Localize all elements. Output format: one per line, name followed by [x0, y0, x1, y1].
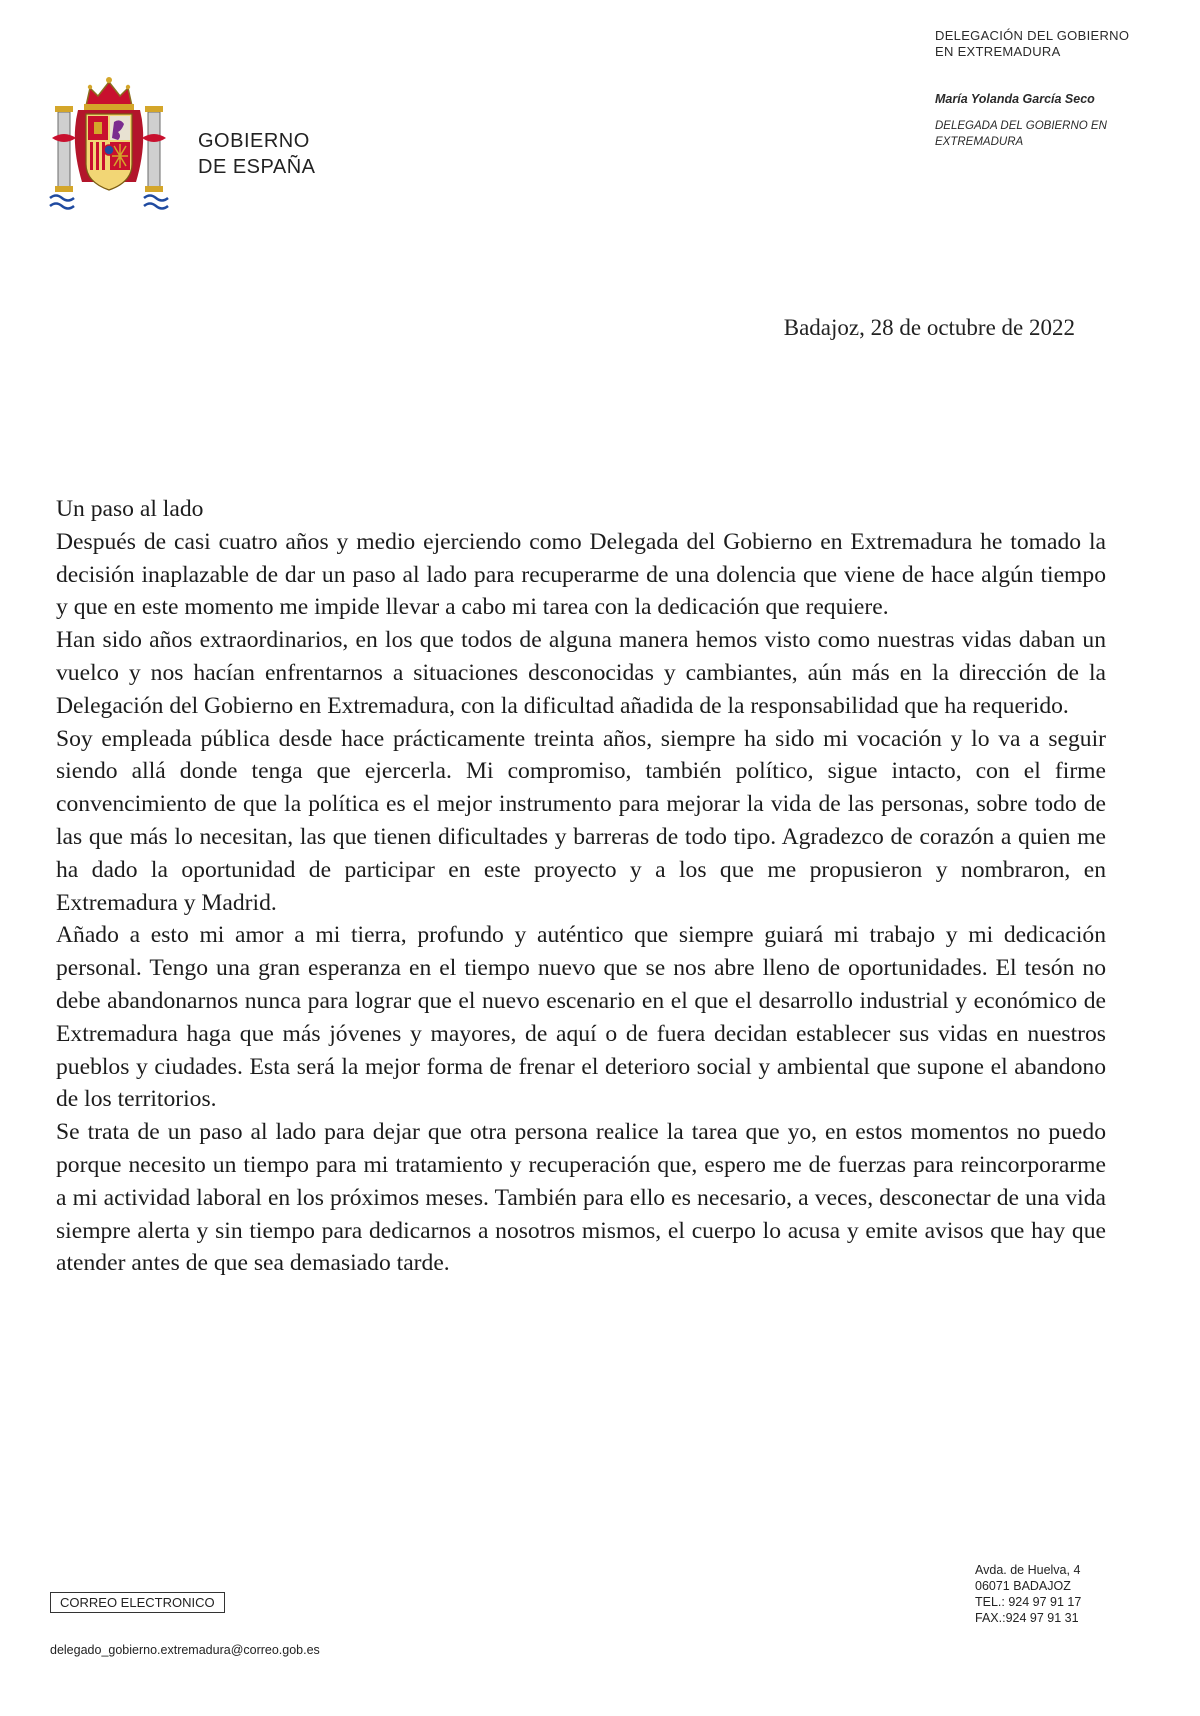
email-address[interactable]: delegado_gobierno.extremadura@correo.gob.es: [50, 1643, 320, 1657]
sender-role-line1: DELEGADA DEL GOBIERNO EN: [935, 120, 1107, 132]
gov-name-line2: DE ESPAÑA: [198, 156, 316, 178]
letter-title: Un paso al lado: [56, 496, 204, 522]
paragraph: Añado a esto mi amor a mi tierra, profundo y auténtico que siempre guiará mi trabajo y mi dedicación personal. Tengo una gran esperanza en el tiempo nuevo que se nos abre lleno de oportunidades. El tesón no debe abandonarnos nunca para lograr que el nuevo escenario en el que el desarrollo industrial y económico de Extremadura haga que más jóvenes y mayores, de aquí o de fuera decidan establecer sus vidas en nuestros pueblos y ciudades. Esta será la mejor forma de frenar el deterioro social y ambiental que supone el abandono de los territorios.: [56, 922, 1106, 1113]
paragraph: Después de casi cuatro años y medio ejerciendo como Delegada del Gobierno en Extremadura he tomado la decisión inaplazable de dar un paso al lado para recuperarme de una dolencia que viene de hace algún tiempo y que en este momento me impide llevar a cabo mi tarea con la dedicación que requiere.: [56, 528, 1106, 621]
delegation-name: [935, 28, 1175, 60]
address-line2: 06071 BADAJOZ: [975, 1579, 1071, 1593]
paragraph: Soy empleada pública desde hace prácticamente treinta años, siempre ha sido mi vocación y lo va a seguir siendo allá donde tenga que ejercerla. Mi compromiso, también político, sigue intacto, con el firme convencimiento de que la política es el mejor instrumento para mejorar la vida de las personas, sobre todo de las que más lo necesitan, las que tienen dificultades y barreras de todo tipo. Agradezco de corazón a quien me ha dado la oportunidad de participar en este proyecto y a los que me propusieron y nombraron, en Extremadura y Madrid.: [56, 725, 1106, 916]
email-label-box: CORREO ELECTRONICO: [50, 1592, 225, 1613]
address-line1: Avda. de Huelva, 4: [975, 1563, 1081, 1577]
paragraph: Se trata de un paso al lado para dejar que otra persona realice la tarea que yo, en estos momentos no puedo porque necesito un tiempo para mi tratamiento y recuperación que, espero me de fuerzas para reincorporarme a mi actividad laboral en los próximos meses. También para ello es necesario, a veces, desconectar de una vida siempre alerta y sin tiempo para dedicarnos a nosotros mismos, el cuerpo lo acusa y emite avisos que hay que atender antes de que sea demasiado tarde.: [56, 1119, 1106, 1277]
sender-role: [935, 118, 1175, 150]
sender-role-line2: EXTREMADURA: [935, 136, 1024, 148]
coat-of-arms-icon: [48, 72, 170, 212]
delegation-line1: DELEGACIÓN DEL GOBIERNO: [935, 28, 1130, 43]
address-phone: TEL.: 924 97 91 17: [975, 1595, 1082, 1609]
gov-name-line1: GOBIERNO: [198, 130, 310, 152]
government-name: [198, 128, 316, 180]
paragraph: Han sido años extraordinarios, en los que todos de alguna manera hemos visto como nuestras vidas daban un vuelco y nos hacían enfrentarnos a situaciones desconocidas y cambiantes, aún más en la dirección de la Delegación del Gobierno en Extremadura, con la dificultad añadida de la responsabilidad que ha requerido.: [56, 627, 1106, 719]
postal-address: [975, 1562, 1081, 1626]
sender-block: [935, 28, 1175, 150]
letter-body: [56, 493, 1106, 1280]
sender-name: María Yolanda García Seco: [935, 92, 1095, 106]
delegation-line2: EN EXTREMADURA: [935, 44, 1061, 59]
address-fax: FAX.:924 97 91 31: [975, 1611, 1079, 1625]
letter-date: Badajoz, 28 de octubre de 2022: [783, 315, 1075, 340]
